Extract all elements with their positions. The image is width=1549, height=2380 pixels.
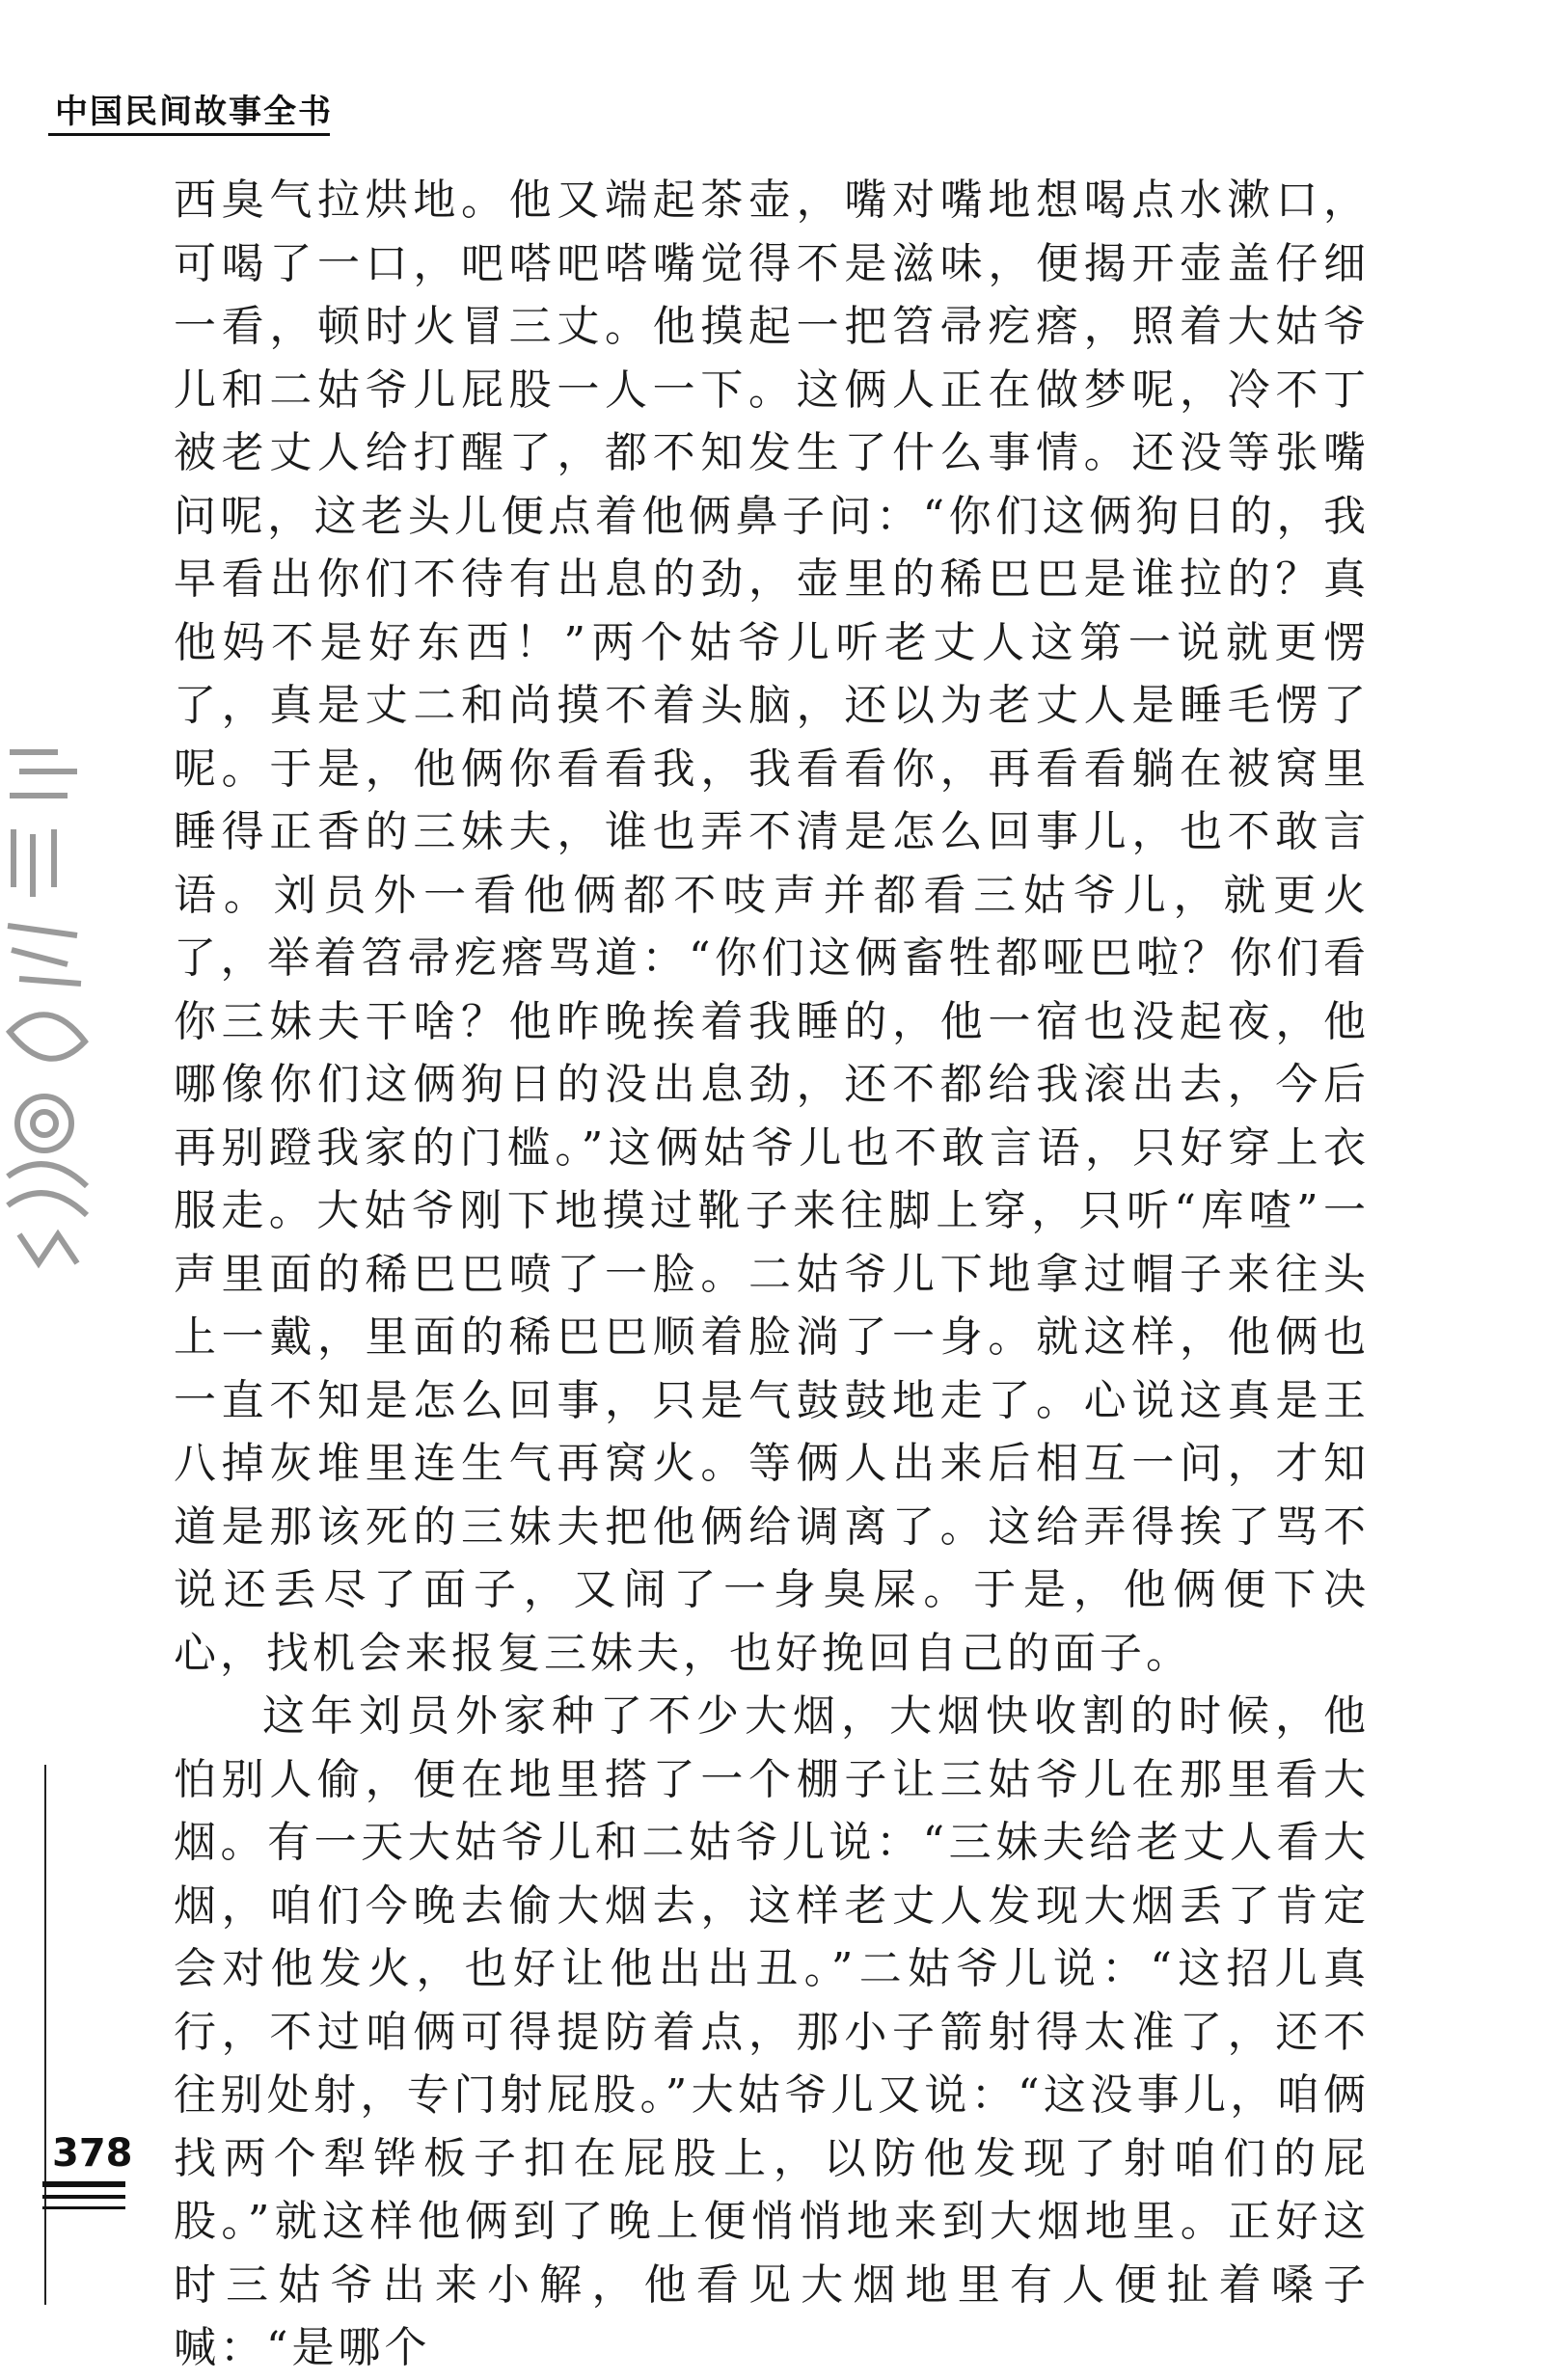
paragraph: 这年刘员外家种了不少大烟，大烟快收割的时候，他怕别人偷，便在地里搭了一个棚子让三姑爷儿在那里看大烟。有一天大姑爷儿和二姑爷儿说：“三妹夫给老丈人看大烟，咱们今晚去偷大烟去，这样老丈人发现大烟丢了肯定会对他发火，也好让他出出丑。”二姑爷儿说：“这招儿真行，不过咱俩可得提防着点，那小子箭射得太准了，还不往别处射，专门射屁股。”大姑爷儿又说：“这没事儿，咱俩找两个犁铧板子扣在屁股上，以防他发现了射咱们的屁股。”就这样他俩到了晚上便悄悄地来到大烟地里。正好这时三姑爷出来小解，他看见大烟地里有人便扯着嗓子喊：“是哪个 bbox=[174, 1691, 1370, 2372]
paragraph: 西臭气拉烘地。他又端起茶壶，嘴对嘴地想喝点水漱口，可喝了一口，吧嗒吧嗒嘴觉得不是滋味，便揭开壶盖仔细一看，顿时火冒三丈。他摸起一把笤帚疙瘩，照着大姑爷儿和二姑爷儿屁股一人一下。这俩人正在做梦呢，冷不丁被老丈人给打醒了，都不知发生了什么事情。还没等张嘴问呢，这老头儿便点着他俩鼻子问：“你们这俩狗日的，我早看出你们不待有出息的劲，壶里的稀巴巴是谁拉的？真他妈不是好东西！”两个姑爷儿听老丈人这第一说就更愣了，真是丈二和尚摸不着头脑，还以为老丈人是睡毛愣了呢。于是，他俩你看看我，我看看你，再看看躺在被窝里睡得正香的三妹夫，谁也弄不清是怎么回事儿，也不敢言语。刘员外一看他俩都不吱声并都看三姑爷儿，就更火了，举着笤帚疙瘩骂道：“你们这俩畜牲都哑巴啦？你们看你三妹夫干啥？他昨晚挨着我睡的，他一宿也没起夜，他哪像你们这俩狗日的没出息劲，还不都给我滚出去，今后再别蹬我家的门槛。”这俩姑爷儿也不敢言语，只好穿上衣服走。大姑爷刚下地摸过靴子来往脚上穿，只听“库喳”一声里面的稀巴巴喷了一脸。二姑爷儿下地拿过帽子来往头上一戴，里面的稀巴巴顺着脸淌了一身。就这样，他俩也一直不知是怎么回事，只是气鼓鼓地走了。心说这真是王八掉灰堆里连生气再窝火。等俩人出来后相互一问，才知道是那该死的三妹夫把他俩给调离了。这给弄得挨了骂不说还丢尽了面子，又闹了一身臭屎。于是，他俩便下决心，找机会来报复三妹夫，也好挽回自己的面子。 bbox=[174, 176, 1370, 1678]
margin-rule bbox=[44, 1765, 46, 2305]
book-title: 中国民间故事全书 bbox=[55, 93, 333, 131]
page-number-rule bbox=[42, 2181, 125, 2187]
page-number-rule bbox=[42, 2206, 125, 2209]
story-text bbox=[174, 169, 1370, 2380]
page-number-rule bbox=[42, 2195, 125, 2199]
page-number: 378 bbox=[52, 2131, 133, 2176]
header-underline bbox=[48, 133, 330, 136]
side-ornament-icon bbox=[0, 743, 93, 1283]
